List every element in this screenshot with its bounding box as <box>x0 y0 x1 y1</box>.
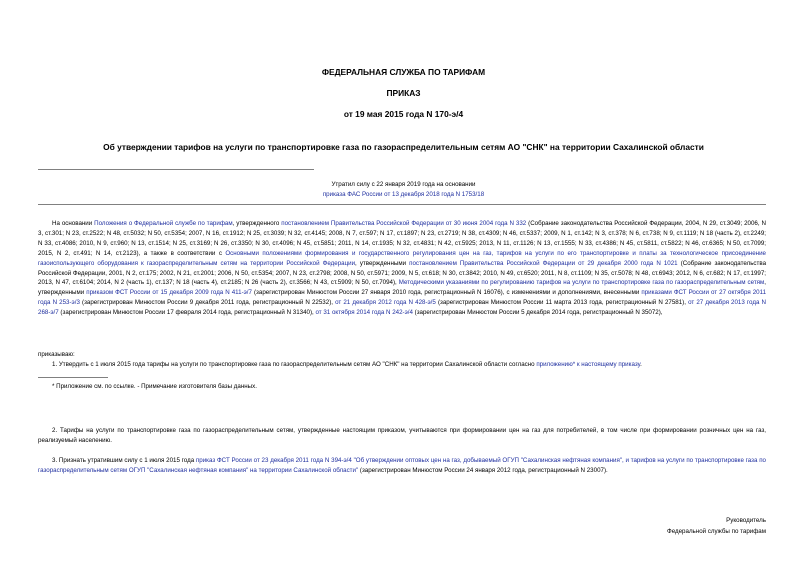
paragraph-text: (зарегистрирован Минюстом России 17 февраля 2014 года, регистрационный N 31340), <box>58 309 316 317</box>
paragraph-text: (зарегистрирован Минюстом России 9 декабря 2011 года, регистрационный N 22532), <box>79 299 336 307</box>
paragraph-text: (зарегистрирован Минюстом России 27 января 2010 года, регистрационный N 16076), с изменениями и дополнениями, внесенными <box>251 289 642 297</box>
paragraph-text: На основании <box>52 220 95 227</box>
order-item-1 <box>38 360 766 370</box>
document-link[interactable]: приказом ФСТ России от 15 декабря 2009 года N 411-э/7 <box>86 289 252 297</box>
document-type: ПРИКАЗ <box>386 88 421 98</box>
status-link[interactable]: приказа ФАС России от 13 декабря 2018 года N 1753/18 <box>322 191 485 198</box>
paragraph-text: (зарегистрирован Минюстом России 5 декабря 2014 года, регистрационный N 35072), <box>412 309 663 317</box>
paragraph-text: , утвержденными <box>355 259 410 267</box>
basis-paragraph <box>38 219 766 318</box>
paragraph-text: (Собрание законодательства Российской Федерации, 2004, N 29, ст.3049; 2006, N 3, ст.301; N 23, ст.2522; N 48, ст.5032; N 50, ст.5354; 2007, N 16, ст.1912; N 25, ст.3039; N 32, ст.4145; 2008, N 7, ст.597; N 17, ст.1897; N 23, ст.2719; N 38, ст.4309; N 46, ст.5337; 2009, N 1, ст.142; N 3, ст.378; N 6, ст.738; N 9, ст.1119; N 18 (часть 2), ст.2249; N 33, ст.4086; 2010, N 9, ст.960; N 13, ст.1514; N 25, ст.3169; N 26, ст.3350; N 30, ст.4096; N 45, ст.5851; 2011, N 14, ст.1935; N 32, ст.4831; N 42, ст.5925; 2013, N 11, ст.1126; N 13, ст.1555; N 33, ст.4386; N 45, ст.5811, ст.5822; N 46, ст.6365; N 50, ст.7099; 2015, N 2, ст.491; N 14, ст.2123), а также в соответствии с <box>38 220 766 257</box>
document-title: Об утверждении тарифов на услуги по транспортировке газа по газораспределительным сетям АО "СНК" на территории Сахалинской области <box>103 142 704 152</box>
paragraph-text: (зарегистрирован Минюстом России 11 марта 2013 года, регистрационный N 27581), <box>435 299 689 307</box>
document-link[interactable]: от 31 октября 2014 года N 242-э/4 <box>315 309 413 317</box>
status-note: Утратил силу с 22 января 2019 года на основании <box>331 181 476 188</box>
paragraph-text: , утвержденными <box>38 279 766 297</box>
document-link[interactable]: Основными положениями формирования и государственного регулирования цен на газ, тарифов на услуги по его транспортировке и платы за технологическое присоединение газоиспользующего оборудования к газораспределительным сетям на территории Российской Федерации <box>38 249 766 267</box>
signature-title: Руководитель <box>726 517 766 524</box>
separator-top <box>38 169 314 170</box>
separator-status <box>38 204 766 205</box>
footnote: * Приложение см. по ссылке. - Примечание изготовителя базы данных. <box>52 383 257 390</box>
paragraph-text: . <box>640 361 642 368</box>
document-link[interactable]: постановлением Правительства Российской Федерации от 29 декабря 2000 года N 1021 <box>409 259 678 267</box>
document-link[interactable]: от 21 декабря 2012 года N 428-э/5 <box>335 299 436 307</box>
paragraph-text: (зарегистрирован Минюстом России 24 января 2012 года, регистрационный N 23007). <box>358 466 608 474</box>
document-link[interactable]: от 27 декабря 2013 года N 268-э/7 <box>38 299 766 317</box>
document-link[interactable]: Положения о Федеральной службе по тарифам <box>94 220 233 227</box>
footnote-separator <box>38 377 108 378</box>
order-item-2 <box>38 426 766 446</box>
document-link[interactable]: приказами ФСТ России от 27 октября 2011 года N 253-э/3 <box>38 289 767 307</box>
paragraph-text: (Собрание законодательства Российской Федерации, 2001, N 2, ст.175; 2002, N 21, ст.2001; 2006, N 50, ст.5354; 2007, N 23, ст.2798; 2008, N 50, ст.5971; 2009, N 5, ст.618; N 30, ст.3842; 2010, N 49, ст.6520; 2011, N 8, ст.1109; N 35, ст.5078; N 48, ст.6943; 2012, N 6, ст.682; N 17, ст.1997; 2013, N 47, ст.6104; 2014, N 2 (часть 1), ст.137; N 18 (часть 4), ст.2185; N 26 (часть 2), ст.3566; N 43, ст.5909; N 50, ст.7094), <box>38 259 767 287</box>
paragraph-text: 2. Тарифы на услуги по транспортировке газа по газораспределительным сетям, утвержденные настоящим приказом, учитываются при формировании цен на газ для потребителей, в том числе при формировании розничных цен на газ, реализуемый населению. <box>38 427 766 444</box>
order-item-3 <box>38 456 766 476</box>
document-link[interactable]: приказ ФСТ России от 23 декабря 2011 года N 394-э/4 "Об утверждении оптовых цен на газ, добываемый ОГУП "Сахалинская нефтяная компания", и тарифов на услуги по транспортировке газа по газораспределительным сетям ОГУП "Сахалинская нефтяная компания" на территории Сахалинской области" <box>38 457 766 474</box>
paragraph-text: , утвержденного <box>232 220 282 227</box>
paragraph-text: 1. Утвердить с 1 июля 2015 года тарифы на услуги по транспортировке газа по газораспределительным сетям АО "СНК" на территории Сахалинской области согласно <box>52 361 537 368</box>
document-date-number: от 19 мая 2015 года N 170-э/4 <box>343 109 464 119</box>
signature-agency: Федеральной службы по тарифам <box>667 528 766 535</box>
document-link[interactable]: постановлением Правительства Российской Федерации от 30 июня 2004 года N 332 <box>281 220 527 227</box>
document-link[interactable]: Методическими указаниями по регулированию тарифов на услуги по транспортировке газа по газораспределительным сетям <box>398 279 765 287</box>
document-link[interactable]: приложению* к настоящему приказу <box>536 361 641 368</box>
orders-intro: приказываю: <box>38 351 75 358</box>
paragraph-text: 3. Признать утратившим силу с 1 июля 2015 года <box>52 457 196 464</box>
agency-heading: ФЕДЕРАЛЬНАЯ СЛУЖБА ПО ТАРИФАМ <box>321 67 486 77</box>
